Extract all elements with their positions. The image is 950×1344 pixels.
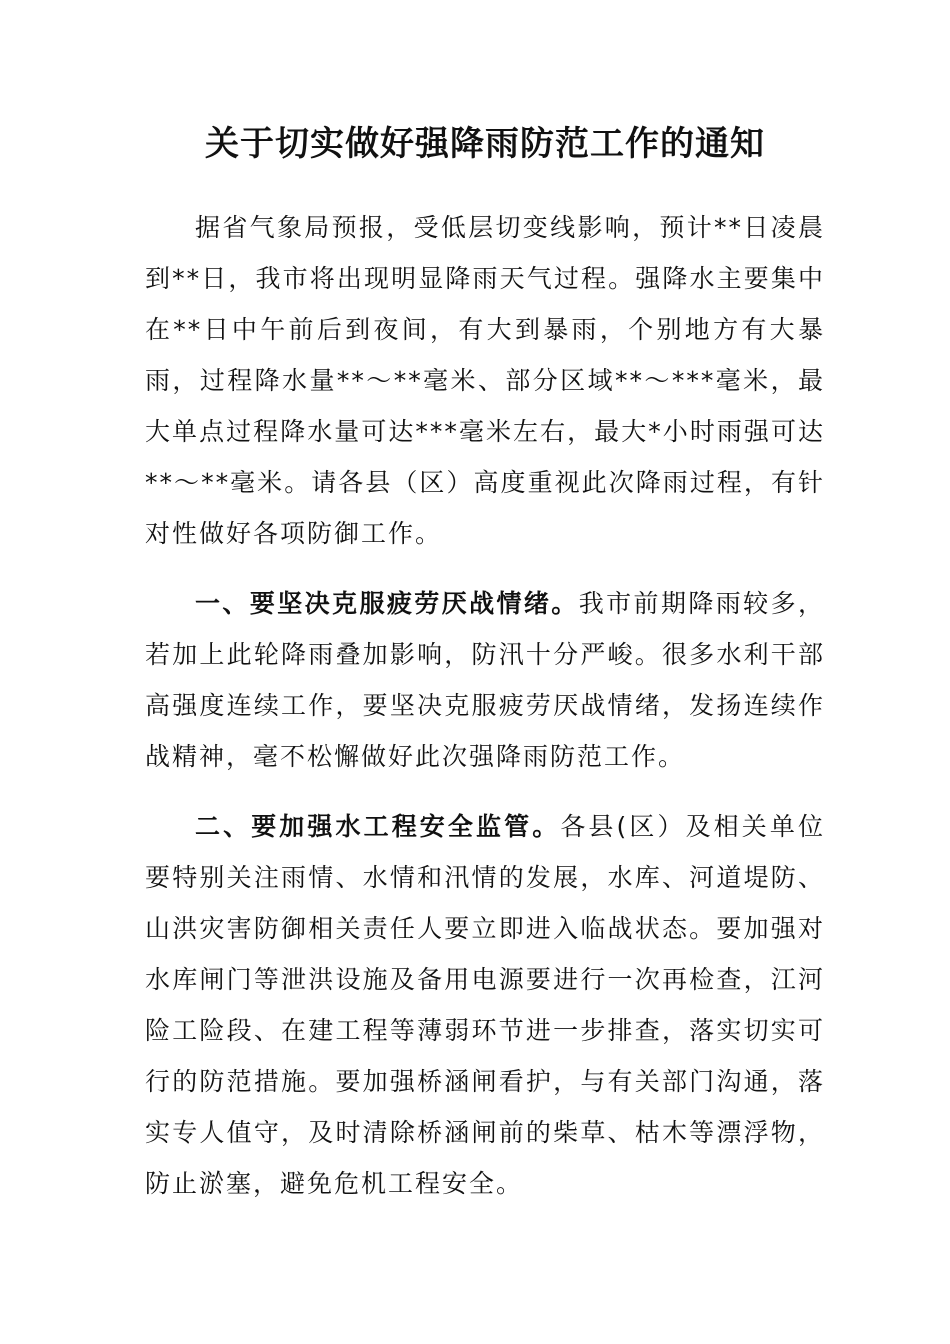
- section-2-paragraph: [145, 801, 825, 1209]
- section-1-body: 我市前期降雨较多，若加上此轮降雨叠加影响，防汛十分严峻。很多水利干部高强度连续工作，要坚决克服疲劳厌战情绪，发扬连续作战精神，毫不松懈做好此次强降雨防范工作。: [145, 589, 825, 772]
- section-1-heading: 一、要坚决克服疲劳厌战情绪。: [195, 589, 579, 619]
- section-2-body: 各县(区）及相关单位要特别关注雨情、水情和汛情的发展，水库、河道堤防、山洪灾害防御相关责任人要立即进入临战状态。要加强对水库闸门等泄洪设施及备用电源要进行一次再检查，江河险工险段、在建工程等薄弱环节进一步排查，落实切实可行的防范措施。要加强桥涵闸看护，与有关部门沟通，落实专人值守，及时清除桥涵闸前的柴草、枯木等漂浮物，防止淤塞，避免危机工程安全。: [145, 812, 825, 1199]
- intro-paragraph: 据省气象局预报，受低层切变线影响，预计**日凌晨到**日，我市将出现明显降雨天气过程。强降水主要集中在**日中午前后到夜间，有大到暴雨，个别地方有大暴雨，过程降水量**～**毫米、部分区域**～***毫米，最大单点过程降水量可达***毫米左右，最大*小时雨强可达**～**毫米。请各县（区）高度重视此次降雨过程，有针对性做好各项防御工作。: [145, 213, 825, 549]
- section-1-paragraph: [145, 578, 825, 782]
- document-page: [145, 122, 825, 1228]
- section-2-heading: 二、要加强水工程安全监管。: [195, 812, 561, 842]
- document-title: 关于切实做好强降雨防范工作的通知: [205, 124, 765, 164]
